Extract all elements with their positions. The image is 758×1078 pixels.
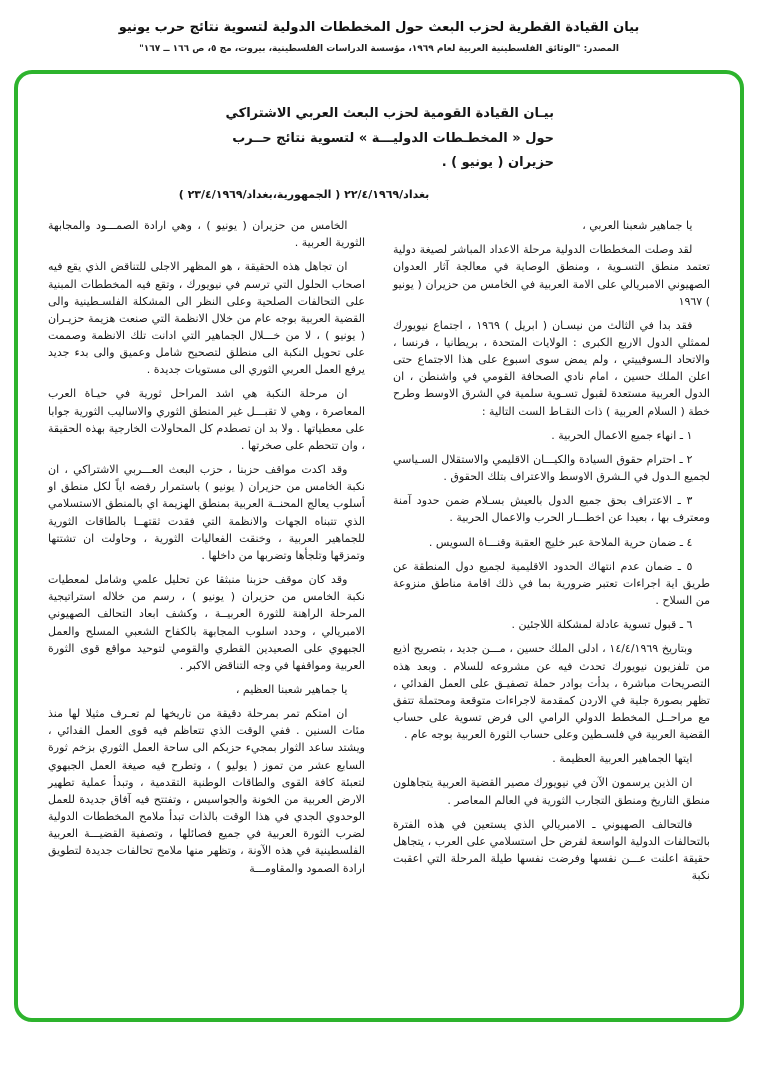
paragraph: ان الذين يرسمون الآن في نيويورك مصير القضية العربية يتجاهلون منطق التاريخ ومنطق التجارب الثورية في العالم المعاصر . <box>393 776 710 807</box>
paragraph: يا جماهير شعبنا العظيم ، <box>235 682 348 696</box>
page-header <box>0 0 758 54</box>
paragraph: لقد وصلت المخططات الدولية مرحلة الاعداد المباشر لصيغة دولية تعتمد منطق التسـوية ، ومنطق الوصاية في معالجة آثار العدوان الصهيوني الامبريالي على الامة العربية في الخامس من حزيران ( يونيو ) ١٩٦٧ <box>393 243 710 308</box>
paragraph: ٥ ـ ضمان عدم انتهاك الحدود الاقليمية لجميع دول المنطقة عن طريق اية اجراءات تعتبر ضرورية بما في ذلك اقامة مناطق منزوعة من السلاح . <box>393 559 710 608</box>
paragraph: ايتها الجماهير العربية العظيمة . <box>552 752 693 766</box>
document-columns <box>48 217 710 891</box>
paragraph: ٣ ـ الاعتراف بحق جميع الدول بالعيش بسـلام ضمن حدود آمنة ومعترف بها ، بعيدا عن اخطـــار الحرب والاعمال الحربية . <box>393 494 710 525</box>
document-dateline: بغداد/٢٢/٤/١٩٦٩ ( الجمهورية،بغداد/٢٣/٤/١٩٦٩ ) <box>178 188 430 202</box>
paragraph: ان امتكم تمر بمرحلة دقيقة من تاريخها لم تعـرف مثيلا لها منذ مئات السنين . ففي الوقت الذي تتعاظم فيه قوى العمل الفدائي ، ويشتد ساعد الثوار بمجيء حزبكم الى ساحة العمل الثوري بزخم ثورة السابع عشر من تموز ( يوليو ) ، وتطرح فيه صيغة العمل الجبهوي لتعبئة كافة القوى والطاقات الوطنية التقدمية ، وتبدأ عملية تطهير الارض العربية من الخونة والجواسيس ، وتفتتح فيه آفاق جديدة للعمل الوحدوي الجدي في هذا الوقت بالذات تبدأ ملامح المخططات الدولية لضرب الثورة العربية في جميع فصائلها ، وتصفية القضيـــة العربية الفلسطينية في هذه الآونة ، وتظهر منها ملامح تحالفات جديدة لتطويق ارادة الصمود والمقاومـــة <box>48 707 365 875</box>
paragraph: ٢ ـ احترام حقوق السيادة والكيـــان الاقليمي والاستقلال السـياسي لجميع الـدول في الـشرق الاوسط والاعتراف بتلك الحقوق . <box>393 452 710 484</box>
text-column-left <box>48 217 365 891</box>
document-title <box>204 102 554 176</box>
text-column-right <box>393 217 710 891</box>
paragraph: وقد كان موقف حزبنا منبثقا عن تحليل علمي وشامل لمعطيات نكبة الخامس من حزيران ( يونيو ) ، رسم من خلاله استراتيجية المرحلة الراهنة للثورة العربيــة ، وكشف ابعاد التحالف الصهيوني الامبريالي ، وحدد اسلوب المجابهة بالكفاح الشعبي المسلح والعمل الجبهوي على الصعيدين القطري والقومي لتوحيد مواقع قوى الثورة العربية ومواقفها في وجه التناقض الاكبر . <box>48 573 365 672</box>
paragraph: ان مرحلة النكبة هي اشد المراحل ثورية في حيـاة العرب المعاصرة ، وهي لا تقبـــل غير المنطق الثوري والاساليب الثورية جوابا على معطياتها . ولا بد ان تصطدم كل المحاولات الخارجية بهذه الحقيقة ، وان تتحطم على صخرتها . <box>48 387 365 452</box>
document-title-line-3: حزيران ( يونيو ) . <box>441 155 554 171</box>
paragraph: فقد بدا في الثالث من نيسـان ( ابريل ) ١٩٦٩ ، اجتماع نيويورك لممثلي الدول الاربع الكبرى : الولايات المتحدة ، بريطانيا ، فرنسا ، والاتحاد الـسوفييتي ، ولم يمض سوى اسبوع على هذا الاجتماع حتى اعلن الملك حسين ، امام نادي الصحافة القومي في واشنطن ، ان الدول العربية مستعدة لقبول تسـوية سلمية في الشرق الاوسط وطرح خطة ( السلام العربية ) ذات النقـاط الست التالية : <box>393 318 710 418</box>
paragraph: يا جماهير شعبنا العربي ، <box>582 219 693 233</box>
document-title-line-1: بيـان القيادة القومية لحزب البعث العربي الاشتراكي <box>225 106 554 121</box>
paragraph: الخامس من حزيران ( يونيو ) ، وهي ارادة الصمـــود والمجابهة الثورية العربية . <box>48 219 365 250</box>
header-title: بيان القيادة القطرية لحزب البعث حول المخططات الدولية لتسوية نتائج حرب يونيو <box>118 20 640 35</box>
paragraph: وقد اكدت مواقف حزبنا ، حزب البعث العـــربي الاشتراكي ، ان نكبة الخامس من حزيران ( يونيو ) باستمرار رفضه اياً لكل منطق او أسلوب يعالج المحنــة العربية بمنطق الهزيمة اي بالمنطق الاستسلامي الذي تتبناه الجهات والانظمة التي فقدت ثقتهــا بالطاقات الثورية للجماهير العربية ، وخنقت الفعاليات الثورية ، وحاولت ان تشتتها وتمزقها وتلجأها وتضربها من داخلها . <box>48 463 365 562</box>
paragraph: ٦ ـ قبول تسوية عادلة لمشكلة اللاجئين . <box>511 618 693 632</box>
paragraph: وبتاريخ ١٤/٤/١٩٦٩ ، ادلى الملك حسين ، مـــن جديد ، بتصريح اذيع من تلفزيون نيويورك تحدث فيه عن مشروعه للسلام . وبعد هذه التصريحات مباشرة ، بدأت بوادر حملة تصفيـق على العمل الفدائي ، تظهر بصورة جلية في الاردن كمقدمة لاجراءات متوقعة ومحتملة تتفق مع مراحــل المخطط الدولي الرامي الى فرض تسوية على حساب القضية العربية في فلسـطين وعلى حساب الثورة العربية بوجه عام . <box>393 642 710 742</box>
header-source-citation: المصدر: "الوثائق الفلسطينية العربية لعام ١٩٦٩، مؤسسة الدراسات الفلسطينية، بيروت، مج ٥، ص ١٦٦ ــ ١٦٧" <box>139 44 619 54</box>
paragraph: ٤ ـ ضمان حرية الملاحة عبر خليج العقبة وقنـــاة السويس . <box>428 535 693 549</box>
document-title-line-2: حول « المخطـطات الدوليـــة » لتسوية نتائج حــرب <box>232 130 554 146</box>
green-border-frame <box>14 70 744 1022</box>
paragraph: ان تجاهل هذه الحقيقة ، هو المظهر الاجلى للتناقض الذي يقع فيه اصحاب الحلول التي ترسم في نيويورك ، وتقع فيه المخططات المبنية على التحالفات الصلحية وعلى النظر الى المشكلة الفلسـطينية والى القضية العربية بوجه عام من خلال الانظمة التي صنعت هزيمة حزيـران ( يونيو ) ، لا من خـــلال الجماهير التي ادانت تلك الانظمة وصممت على تحويل النكبة الى منطلق لتصحيح شامل وعميق والى بدء جديد يرفع العمل العربي الثوري الى مستويات جديدة . <box>48 260 365 377</box>
paragraph: ١ ـ انهاء جميع الاعمال الحربية . <box>551 428 693 442</box>
paragraph: فالتحالف الصهيوني ـ الامبريالي الذي يستعين في هذه الفترة بالتحالفات الدولية الواسعة لفرض حل استسلامي على العرب ، يتجاهل حقيقة اعلنت عـــن نفسها وفرضت نفسها طيلة المرحلة التي اعقبت نكبة <box>393 817 710 883</box>
